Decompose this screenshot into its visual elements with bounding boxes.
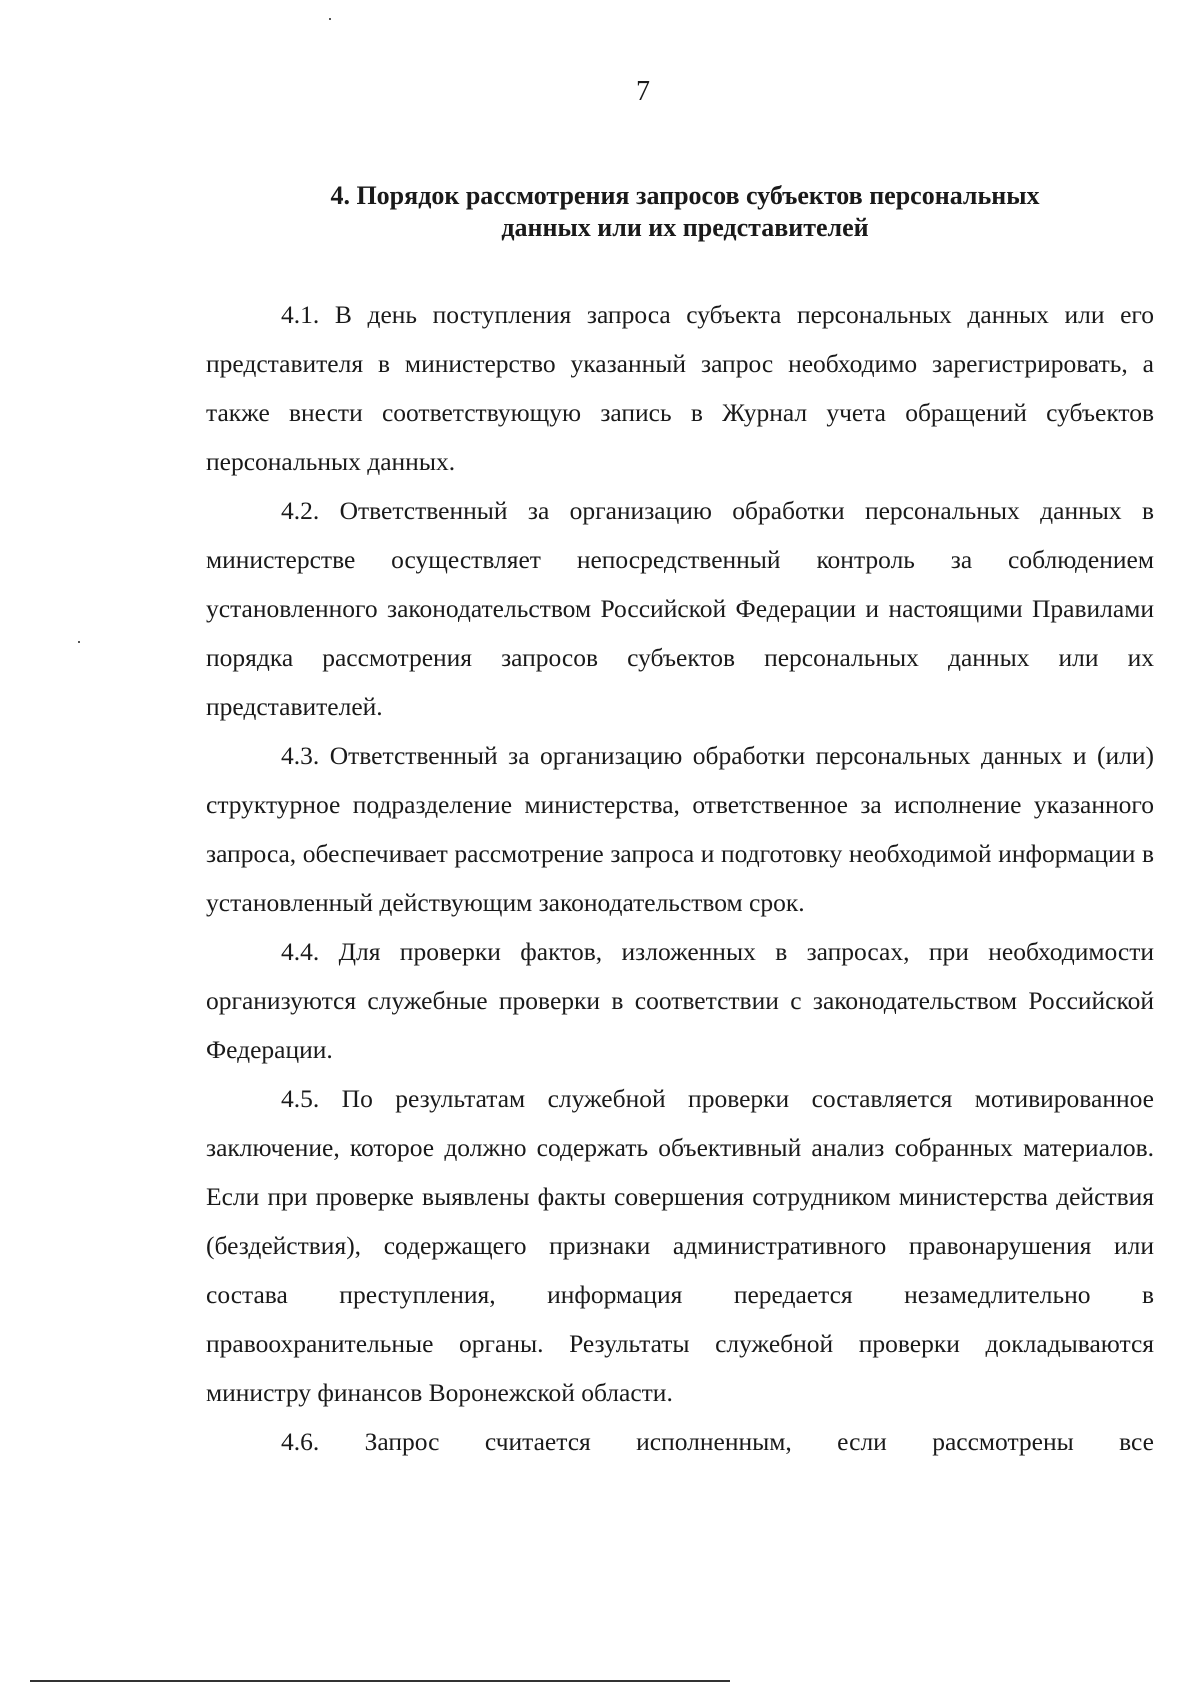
paragraph-4-2: 4.2. Ответственный за организацию обработки персональных данных в министерстве осуществляет непосредственный контроль за соблюдением установленного законодательством Российской Федерации и настоящими Правилами порядка рассмотрения запросов субъектов персональных данных или их представителей. (206, 496, 1154, 721)
document-body (206, 290, 1154, 1466)
section-heading (200, 180, 1170, 244)
paragraph-4-6: 4.6. Запрос считается исполненным, если рассмотрены все (281, 1427, 1154, 1456)
paragraph-4-4: 4.4. Для проверки фактов, изложенных в запросах, при необходимости организуются служебные проверки в соответствии с законодательством Российской Федерации. (206, 937, 1154, 1064)
section-heading-line-1: 4. Порядок рассмотрения запросов субъектов персональных (330, 181, 1040, 210)
section-heading-line-2: данных или их представителей (501, 213, 869, 242)
paragraph-4-3: 4.3. Ответственный за организацию обработки персональных данных и (или) структурное подразделение министерства, ответственное за исполнение указанного запроса, обеспечивает рассмотрение запроса и подготовку необходимой информации в установленный действующим законодательством срок. (206, 741, 1154, 917)
scan-artifact-dot (329, 18, 331, 20)
paragraph-4-1: 4.1. В день поступления запроса субъекта персональных данных или его представителя в министерство указанный запрос необходимо зарегистрировать, а также внести соответствующую запись в Журнал учета обращений субъектов персональных данных. (206, 300, 1154, 476)
page-number: 7 (636, 76, 650, 107)
paragraph-4-5: 4.5. По результатам служебной проверки составляется мотивированное заключение, которое должно содержать объективный анализ собранных материалов. Если при проверке выявлены факты совершения сотрудником министерства действия (бездействия), содержащего признаки административного правонарушения или состава преступления, информация передается незамедлительно в правоохранительные органы. Результаты служебной проверки докладываются министру финансов Воронежской области. (206, 1084, 1154, 1407)
scan-artifact-dot (78, 641, 80, 643)
page-bottom-edge-line (30, 1680, 730, 1682)
